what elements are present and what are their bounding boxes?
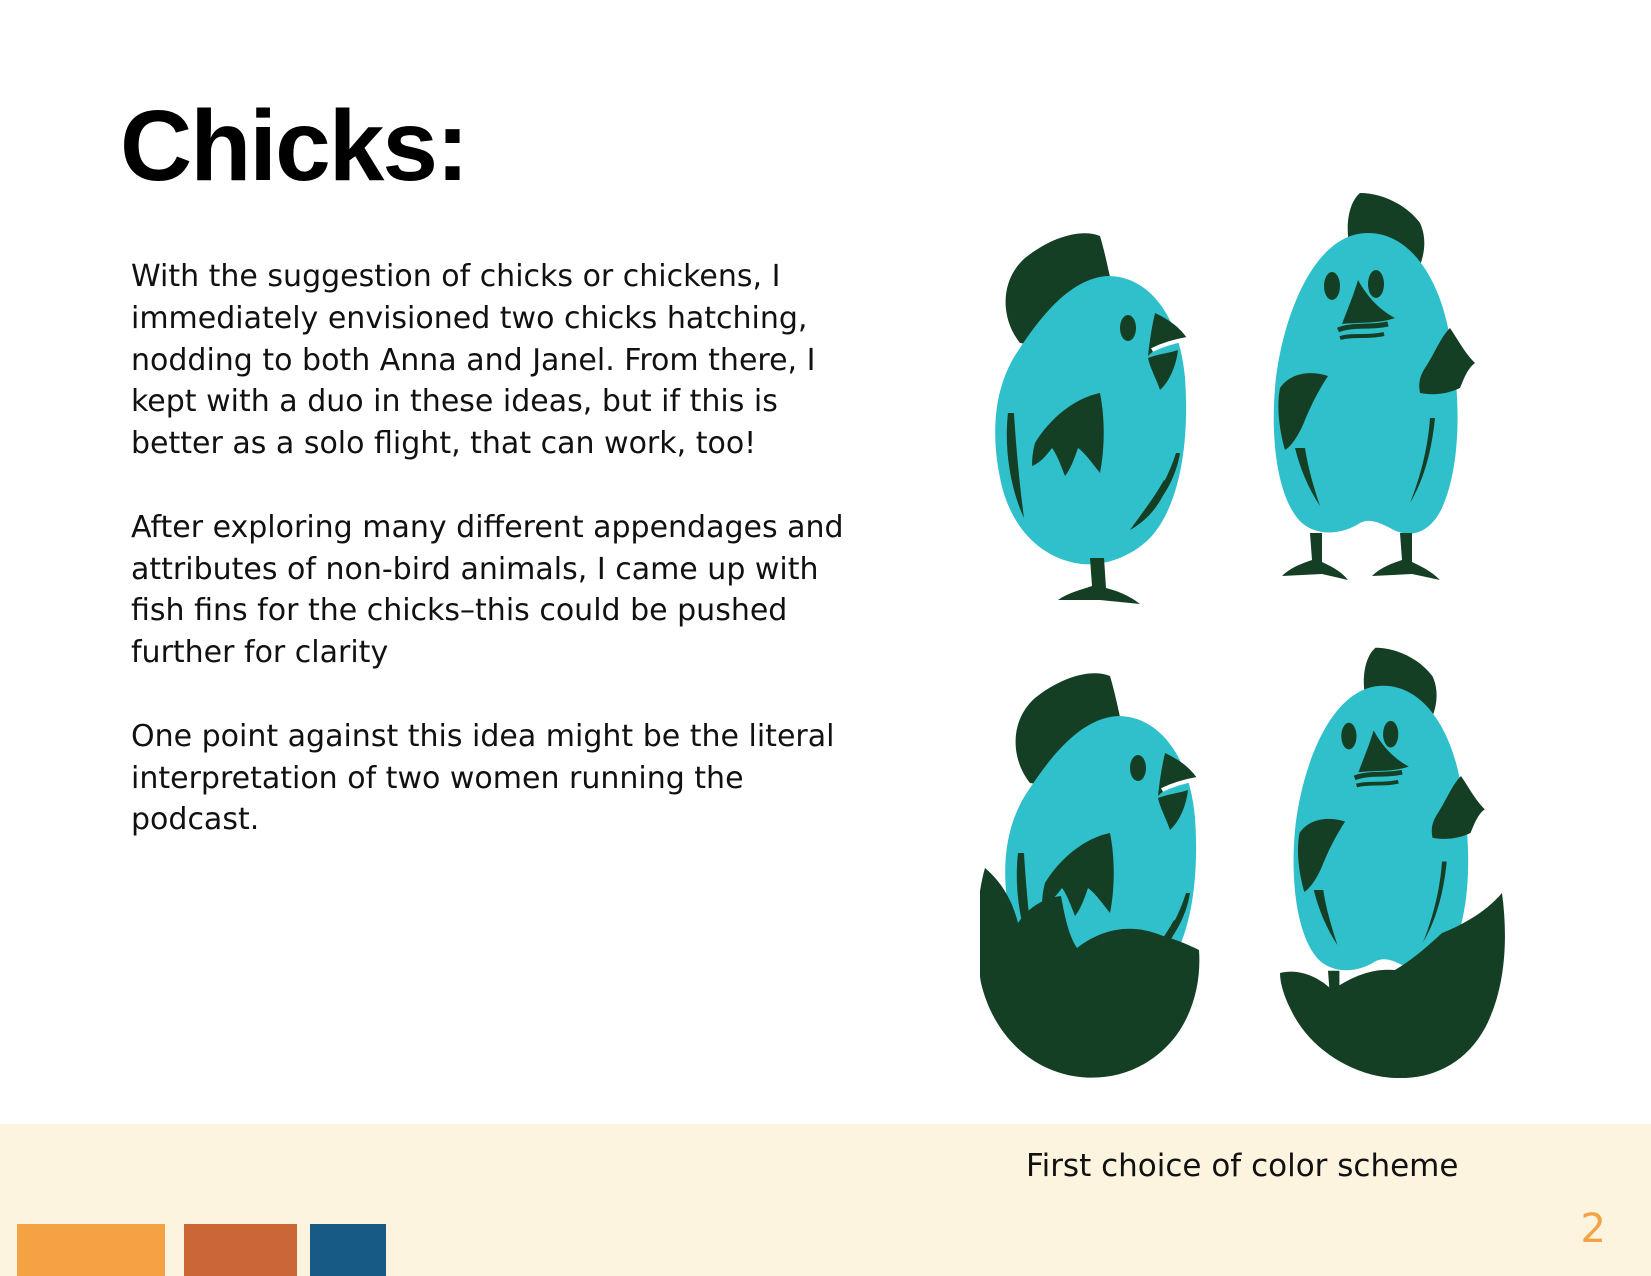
body-text bbox=[131, 256, 861, 883]
chick-hatching-front-icon bbox=[1280, 648, 1505, 1078]
page-title: Chicks: bbox=[120, 90, 468, 202]
page-number: 2 bbox=[1580, 1206, 1606, 1252]
chick-standing-side-icon bbox=[995, 233, 1187, 604]
chick-standing-front-icon bbox=[1274, 193, 1475, 580]
chick-illustrations bbox=[980, 188, 1540, 1088]
paragraph-1: With the suggestion of chicks or chickens, I immediately envisioned two chicks hatching, nodding to both Anna and Janel. From there, I kept with a duo in these ideas, but if this is better as a solo flight, that can work, too! bbox=[131, 259, 816, 462]
color-swatch-orange bbox=[17, 1224, 165, 1276]
color-swatch-rust bbox=[184, 1224, 297, 1276]
paragraph-2: After exploring many different appendages and attributes of non-bird animals, I came up with fish fins for the chicks–this could be pushed further for clarity bbox=[131, 509, 844, 671]
illustration-caption: First choice of color scheme bbox=[1026, 1148, 1459, 1184]
color-swatch-blue bbox=[310, 1224, 386, 1276]
chick-hatching-side-icon bbox=[980, 673, 1199, 1077]
paragraph-3: One point against this idea might be the literal interpretation of two women running the podcast. bbox=[131, 718, 835, 838]
